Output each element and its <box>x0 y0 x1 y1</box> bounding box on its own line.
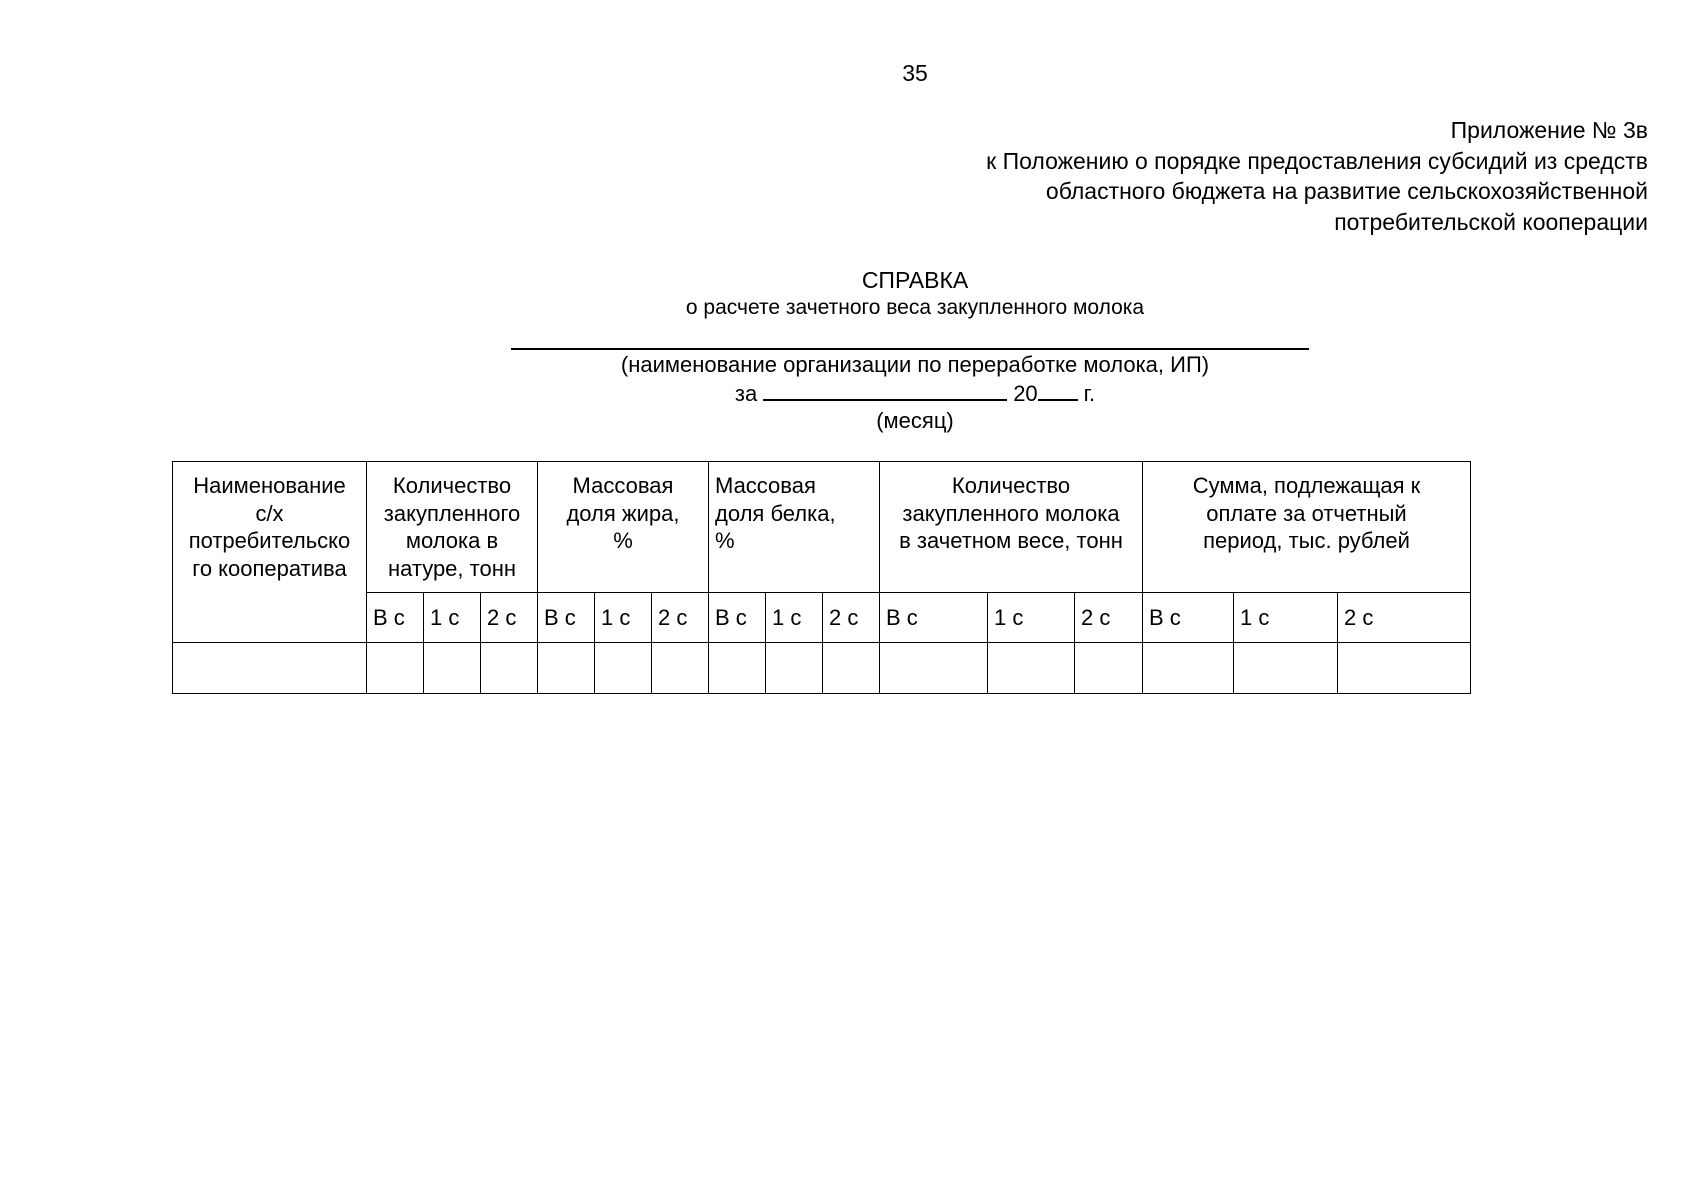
appendix-line: потребительской кооперации <box>1334 208 1648 235</box>
grade-highest-label: В с <box>1143 593 1234 643</box>
grade-first-label: 1 с <box>766 593 823 643</box>
document-subtitle: о расчете зачетного веса закупленного молока <box>685 296 1145 319</box>
table-row <box>173 643 1471 694</box>
header-line: Массовая <box>715 473 816 498</box>
data-cell[interactable] <box>988 643 1075 694</box>
header-line: период, тыс. рублей <box>1203 528 1410 553</box>
data-cell[interactable] <box>709 643 766 694</box>
header-line: закупленного молока <box>902 500 1120 526</box>
header-line: Массовая <box>572 473 674 498</box>
data-cell[interactable] <box>595 643 652 694</box>
data-cell[interactable] <box>1234 643 1338 694</box>
table-subheader-row <box>173 593 1471 643</box>
grade-first-label: 1 с <box>424 593 481 643</box>
header-line: Количество <box>951 473 1071 498</box>
grade-highest-label: В с <box>538 593 595 643</box>
header-line: с/х <box>255 500 284 526</box>
header-line: молока в <box>405 528 499 553</box>
header-line: в зачетном весе, тонн <box>899 528 1123 553</box>
data-cell[interactable] <box>1075 643 1143 694</box>
header-line: натуре, тонн <box>387 555 517 581</box>
appendix-note <box>986 115 1648 237</box>
organization-blank-line <box>511 348 1309 350</box>
data-cell[interactable] <box>652 643 709 694</box>
header-line: оплате за отчетный <box>1206 500 1407 526</box>
grade-second-label: 2 с <box>481 593 538 643</box>
data-cell[interactable] <box>823 643 880 694</box>
grade-first-label: 1 с <box>1234 593 1338 643</box>
period-line <box>0 380 1697 408</box>
data-cell[interactable] <box>481 643 538 694</box>
data-cell[interactable] <box>1338 643 1471 694</box>
appendix-line: Приложение № 3в <box>1450 117 1648 143</box>
organization-caption: (наименование организации по переработке молока, ИП) <box>620 352 1210 377</box>
data-cell[interactable] <box>367 643 424 694</box>
header-line: Количество <box>392 473 512 498</box>
header-line: доля белка, <box>715 500 836 526</box>
quantity-natural-header <box>367 462 538 593</box>
cooperative-name-cell[interactable] <box>173 643 367 694</box>
fat-share-header <box>538 462 709 593</box>
header-line: потребительско <box>188 528 351 553</box>
grade-second-label: 2 с <box>1338 593 1471 643</box>
data-cell[interactable] <box>538 643 595 694</box>
page-number: 35 <box>902 60 928 86</box>
header-line: доля жира, <box>566 500 680 526</box>
table-header-row <box>173 462 1471 593</box>
grade-second-label: 2 с <box>1075 593 1143 643</box>
header-line: го кооператива <box>192 555 347 581</box>
data-cell[interactable] <box>766 643 823 694</box>
grade-highest-label: В с <box>367 593 424 643</box>
grade-highest-label: В с <box>709 593 766 643</box>
document-heading <box>0 266 1697 322</box>
period-prefix: за <box>734 381 758 406</box>
header-line: % <box>613 528 633 553</box>
header-line: Наименование <box>193 473 346 498</box>
header-line: Сумма, подлежащая к <box>1192 473 1421 498</box>
quantity-credited-header <box>880 462 1143 593</box>
month-blank <box>763 381 1007 401</box>
data-cell[interactable] <box>424 643 481 694</box>
payment-sum-header <box>1143 462 1471 593</box>
grade-second-label: 2 с <box>823 593 880 643</box>
document-title: СПРАВКА <box>861 267 969 293</box>
period-suffix: г. <box>1083 381 1096 406</box>
cooperative-name-header <box>173 462 367 643</box>
report-table <box>172 461 1471 694</box>
month-caption: (месяц) <box>876 408 954 433</box>
grade-second-label: 2 с <box>652 593 709 643</box>
header-line: % <box>715 528 735 553</box>
year-blank <box>1038 381 1078 401</box>
grade-first-label: 1 с <box>595 593 652 643</box>
appendix-line: к Положению о порядке предоставления субсидий из средств <box>986 147 1648 174</box>
data-cell[interactable] <box>1143 643 1234 694</box>
data-cell[interactable] <box>880 643 988 694</box>
grade-first-label: 1 с <box>988 593 1075 643</box>
grade-highest-label: В с <box>880 593 988 643</box>
year-prefix: 20 <box>1013 381 1038 406</box>
header-line: закупленного <box>383 500 521 526</box>
protein-share-header <box>709 462 880 593</box>
appendix-line: областного бюджета на развитие сельскохозяйственной <box>1045 178 1648 204</box>
